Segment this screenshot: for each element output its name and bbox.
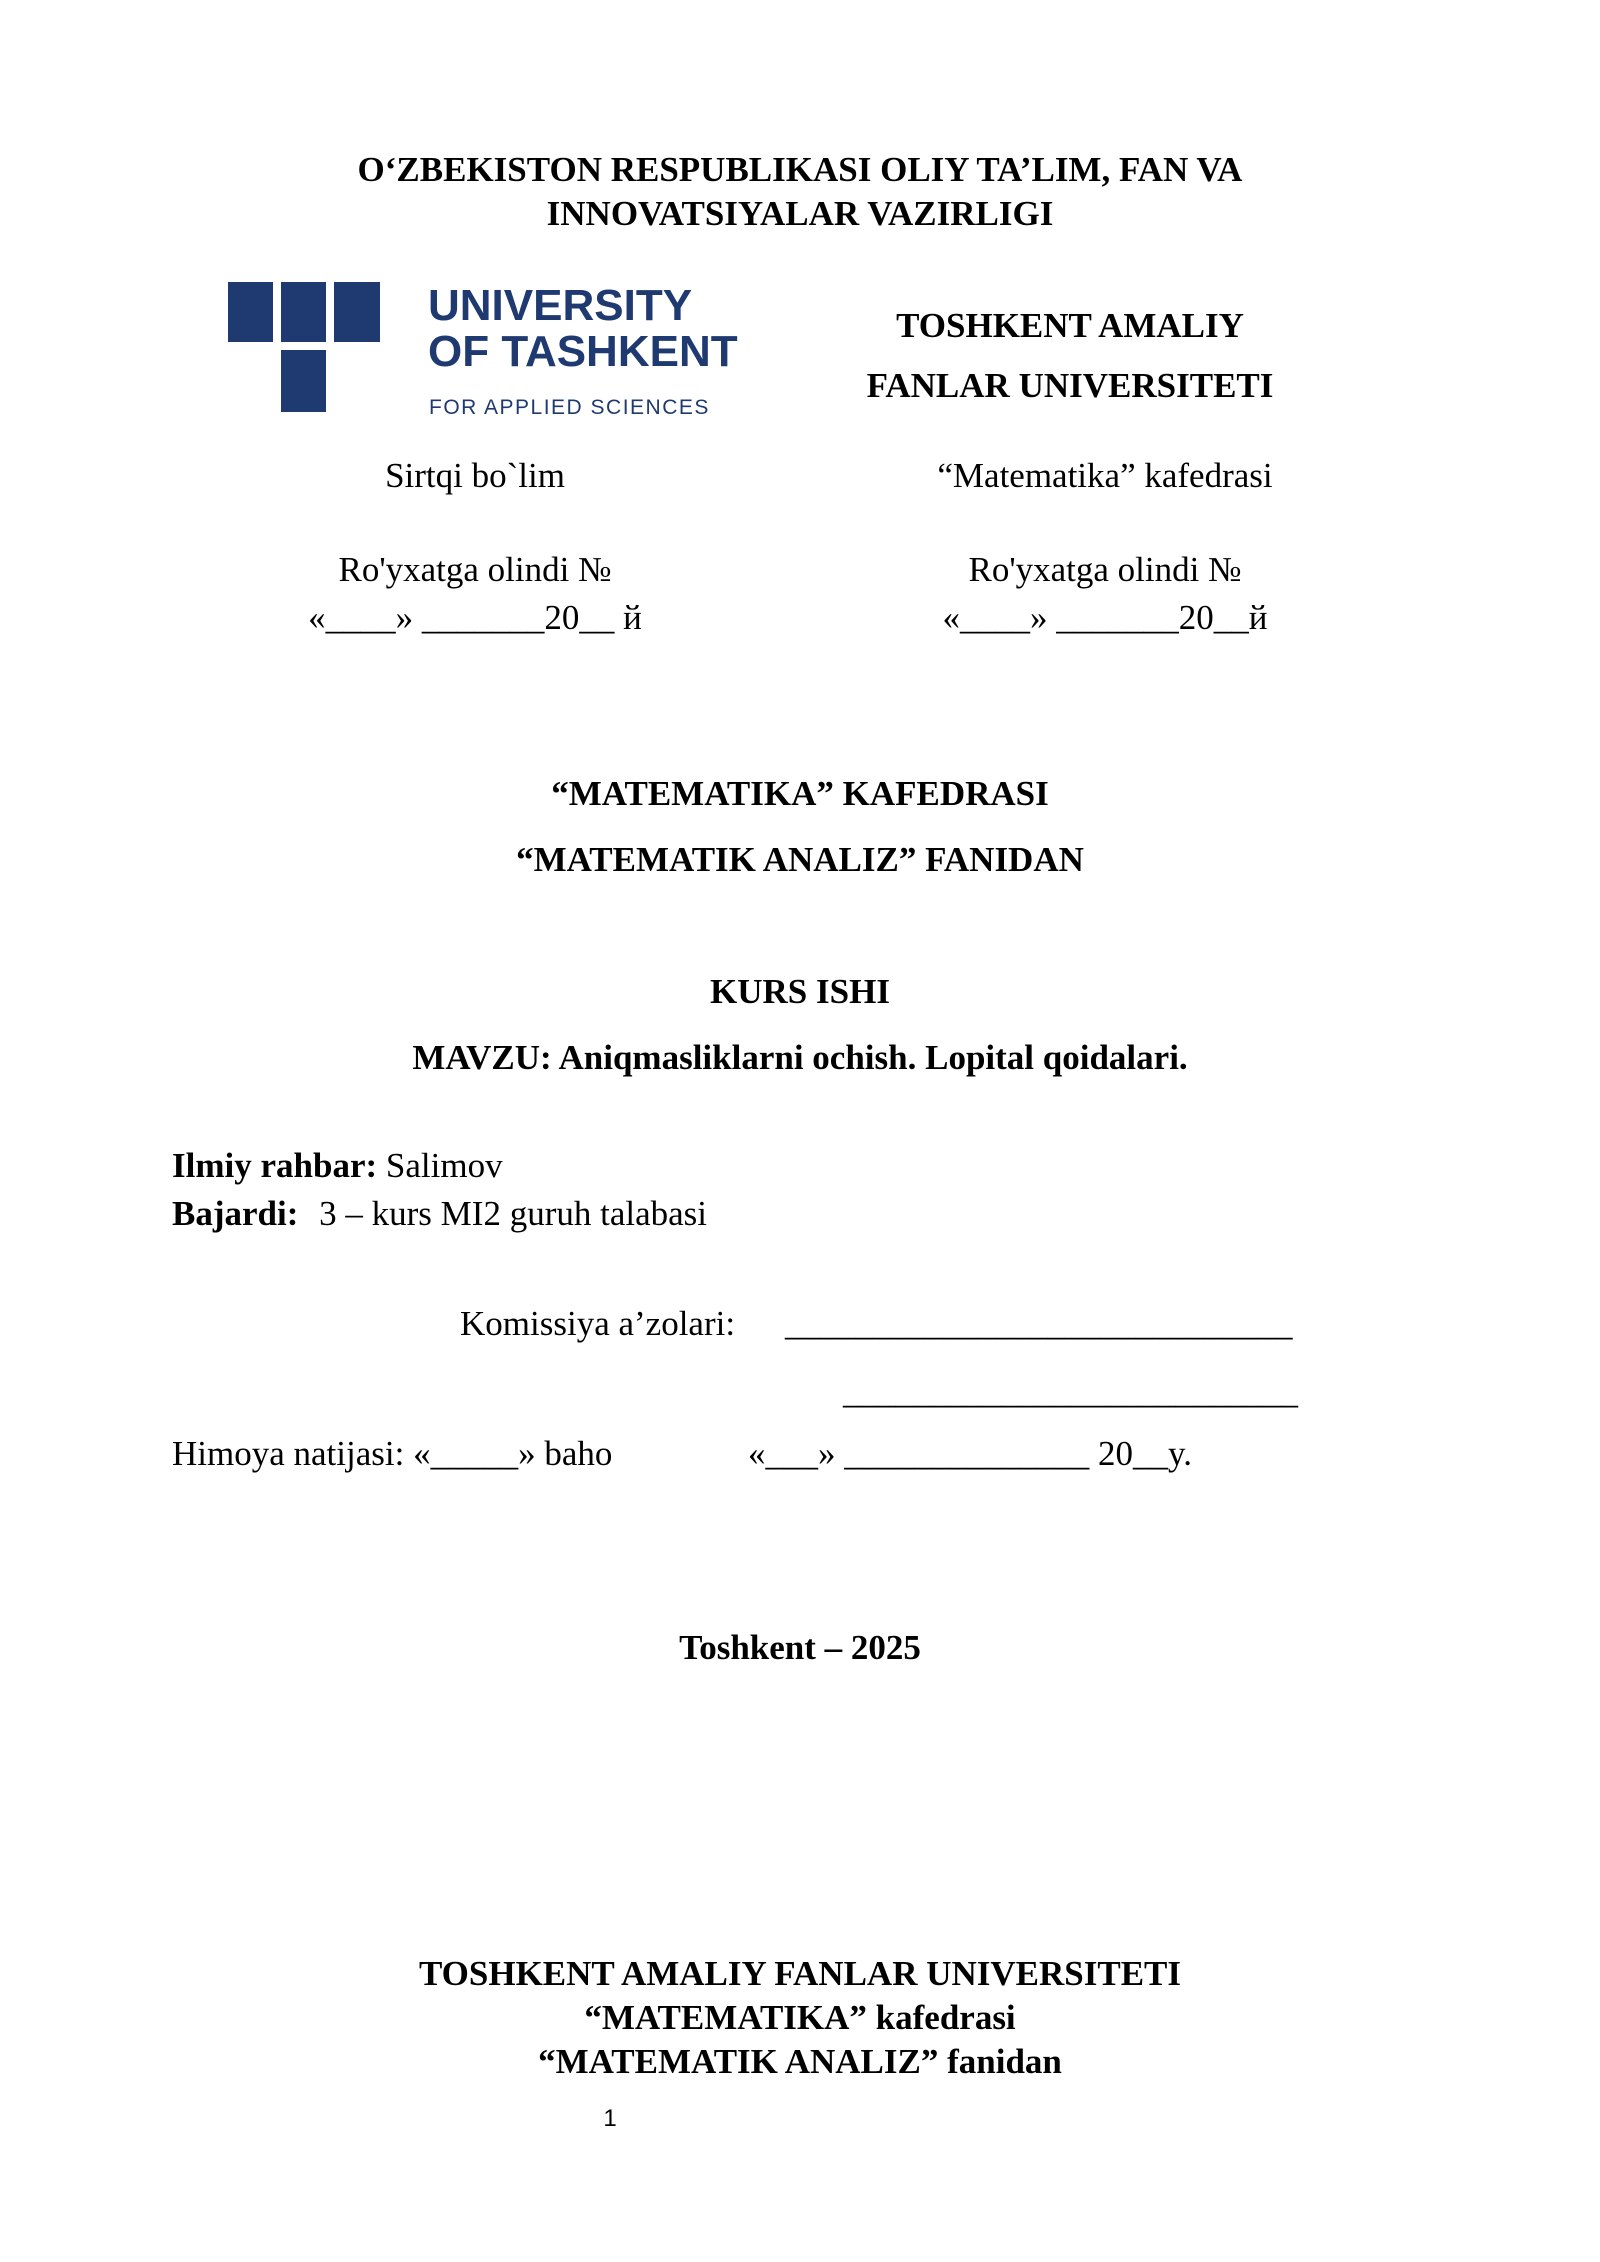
work-type-title: KURS ISHI [710,972,890,1011]
right-department: “Matematika” kafedrasi [937,456,1273,495]
right-registration-label: Ro'yxatga olindi № [968,550,1242,589]
performer-line [172,1192,1072,1236]
logo-text-line-3: FOR APPLIED SCIENCES [429,396,710,419]
commission-line-2: __________________________ [843,1372,1298,1411]
left-department: Sirtqi bo`lim [385,456,565,495]
footer-line-1: TOSHKENT AMALIY FANLAR UNIVERSITETI [418,1954,1182,1993]
ministry-header [200,148,1400,236]
university-line-1: TOSHKENT AMALIY [896,306,1244,345]
department-title: “MATEMATIKA” KAFEDRASI [551,774,1049,813]
defense-date: «___» ______________ 20__y. [748,1434,1192,1473]
logo-text-line-2: OF TASHKENT [428,327,738,376]
performer-label: Bajardi: [172,1194,299,1233]
footer-line-2: “MATEMATIKA” kafedrasi [584,1998,1016,2037]
page-number: 1 [603,2105,617,2132]
left-registration-label: Ro'yxatga olindi № [338,550,612,589]
footer-university [200,1952,1400,2084]
ministry-line-1: O‘ZBEKISTON RESPUBLIKASI OLIY TA’LIM, FAN VA [357,150,1243,189]
university-line-2: FANLAR UNIVERSITETI [866,366,1274,405]
university-logo [228,280,738,430]
supervisor-name: Salimov [385,1146,503,1185]
commission-label: Komissiya a’zolari: [460,1304,736,1343]
topic-title: MAVZU: Aniqmasliklarni ochish. Lopital qoidalari. [412,1038,1188,1077]
logo-square-4 [281,350,326,412]
ministry-line-2: INNOVATSIYALAR VAZIRLIGI [546,194,1054,233]
performer-value: 3 – kurs MI2 guruh talabasi [319,1194,707,1233]
logo-square-1 [228,282,273,342]
supervisor-label: Ilmiy rahbar: [172,1146,378,1185]
commission-line-1: _____________________________ [785,1304,1293,1343]
supervisor-line [172,1144,1072,1188]
university-logo-graphic [228,280,738,430]
city-year: Toshkent – 2025 [679,1628,921,1667]
left-registration-date: «____» _______20__ й [308,598,642,637]
footer-line-3: “MATEMATIK ANALIZ” fanidan [538,2042,1062,2081]
subject-title: “MATEMATIK ANALIZ” FANIDAN [516,840,1084,879]
logo-square-2 [281,282,326,342]
defense-result: Himoya natijasi: «_____» baho [172,1434,613,1473]
university-name [800,296,1340,416]
logo-text-line-1: UNIVERSITY [428,281,693,330]
right-registration-date: «____» _______20__й [942,598,1268,637]
logo-square-3 [334,282,380,342]
